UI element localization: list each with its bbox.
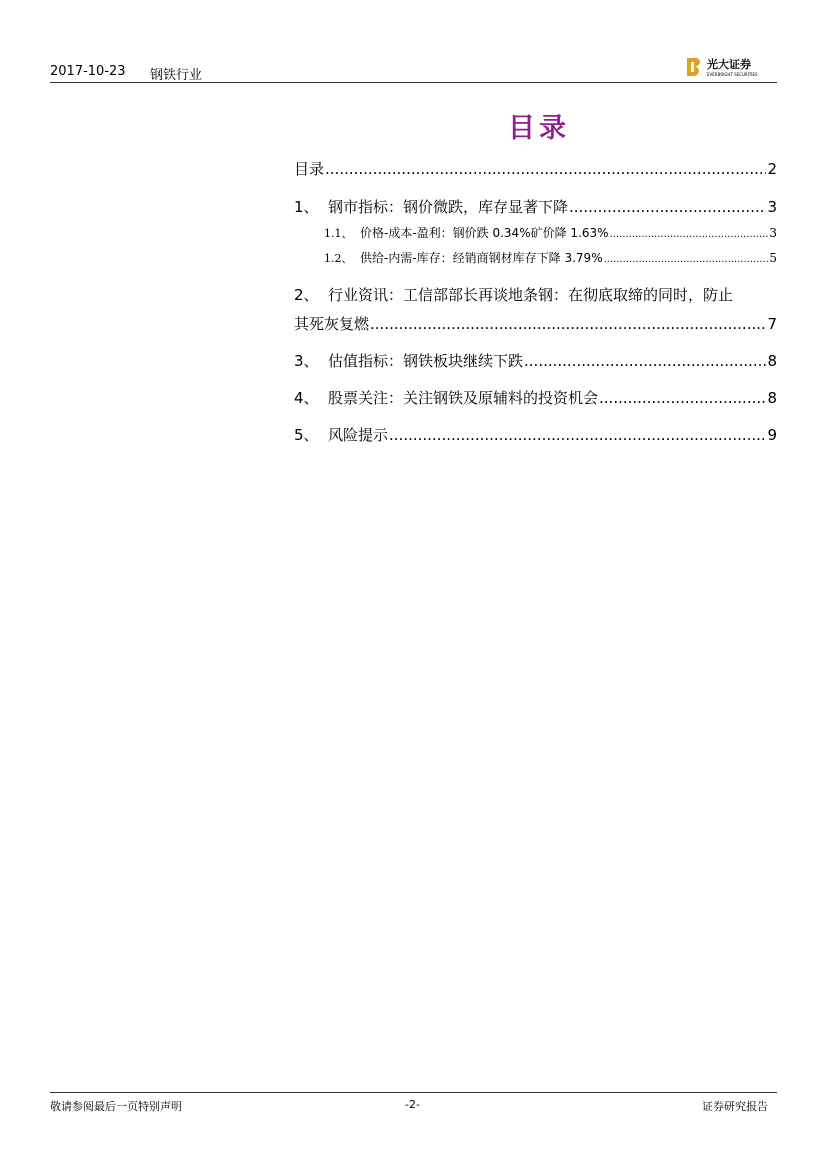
logo-subtext: EVERBRIGHT SECURITIES <box>707 72 758 77</box>
toc-entry-4[interactable] <box>294 387 777 408</box>
company-logo <box>685 56 777 78</box>
footer-page-number: -2- <box>405 1098 420 1111</box>
toc-entry-number: 3、 <box>294 352 319 370</box>
toc-leader-dots <box>569 198 766 216</box>
toc-entry-2-continued[interactable] <box>294 313 777 334</box>
toc-entry-text: 价格-成本-盈利：钢价跌 0.34%矿价降 1.63% <box>360 226 609 240</box>
toc-entry-text: 供给-内需-库存：经销商钢材库存下降 3.79% <box>360 251 603 265</box>
footer-report-type: 证券研究报告 <box>702 1100 768 1113</box>
toc-entry-number: 1、 <box>294 198 319 216</box>
toc-entry-text: 行业资讯：工信部部长再谈地条钢：在彻底取缔的同时，防止 <box>328 286 734 304</box>
toc-entry-page: 3 <box>767 198 777 216</box>
industry-label: 钢铁行业 <box>150 68 203 83</box>
toc-leader-dots <box>389 426 766 444</box>
toc-leader-dots <box>370 315 766 333</box>
toc-entry-page: 7 <box>767 315 777 333</box>
toc-entry-text: 目录 <box>294 160 325 178</box>
toc-entry-number: 1.2、 <box>324 252 353 265</box>
toc-entry-text: 股票关注：关注钢铁及原辅料的投资机会 <box>328 389 599 407</box>
report-date: 2017-10-23 <box>50 64 126 79</box>
toc-entry-number: 5、 <box>294 426 319 444</box>
toc-entry-page: 9 <box>767 426 777 444</box>
toc-entry-page: 8 <box>767 352 777 370</box>
toc-leader-dots <box>325 160 766 178</box>
toc-entry-3[interactable] <box>294 350 777 371</box>
toc-entry-2[interactable] <box>294 284 777 305</box>
toc-entry-1-1[interactable] <box>324 224 777 241</box>
toc-leader-dots <box>604 251 769 265</box>
toc-entry-text: 钢市指标：钢价微跌，库存显著下降 <box>328 198 569 216</box>
header-divider <box>50 82 777 83</box>
toc-entry-page: 5 <box>769 251 777 265</box>
toc-entry-1-2[interactable] <box>324 249 777 266</box>
toc-entry-5[interactable] <box>294 424 777 445</box>
page-header <box>50 56 777 82</box>
everbright-logo-icon <box>685 56 777 78</box>
toc-entry-number: 4、 <box>294 389 319 407</box>
toc-leader-dots <box>610 226 769 240</box>
toc-entry-page: 2 <box>767 160 777 178</box>
toc-entry-number: 2、 <box>294 286 319 304</box>
toc-entry-contents[interactable] <box>294 158 777 179</box>
toc-entry-page: 3 <box>769 226 777 240</box>
footer-disclaimer: 敬请参阅最后一页特别声明 <box>50 1100 182 1113</box>
toc-leader-dots <box>599 389 766 407</box>
toc-entry-number: 1.1、 <box>324 227 353 240</box>
toc-entry-text: 风险提示 <box>328 426 389 444</box>
toc-leader-dots <box>524 352 766 370</box>
toc-entry-text: 估值指标：钢铁板块继续下跌 <box>328 352 524 370</box>
toc-entry-1[interactable] <box>294 196 777 217</box>
toc-entry-page: 8 <box>767 389 777 407</box>
footer-divider <box>50 1092 777 1093</box>
toc-title: 目录 <box>508 113 570 144</box>
logo-text: 光大证券 <box>707 58 751 71</box>
toc-entry-text-continued: 其死灰复燃 <box>294 315 370 333</box>
